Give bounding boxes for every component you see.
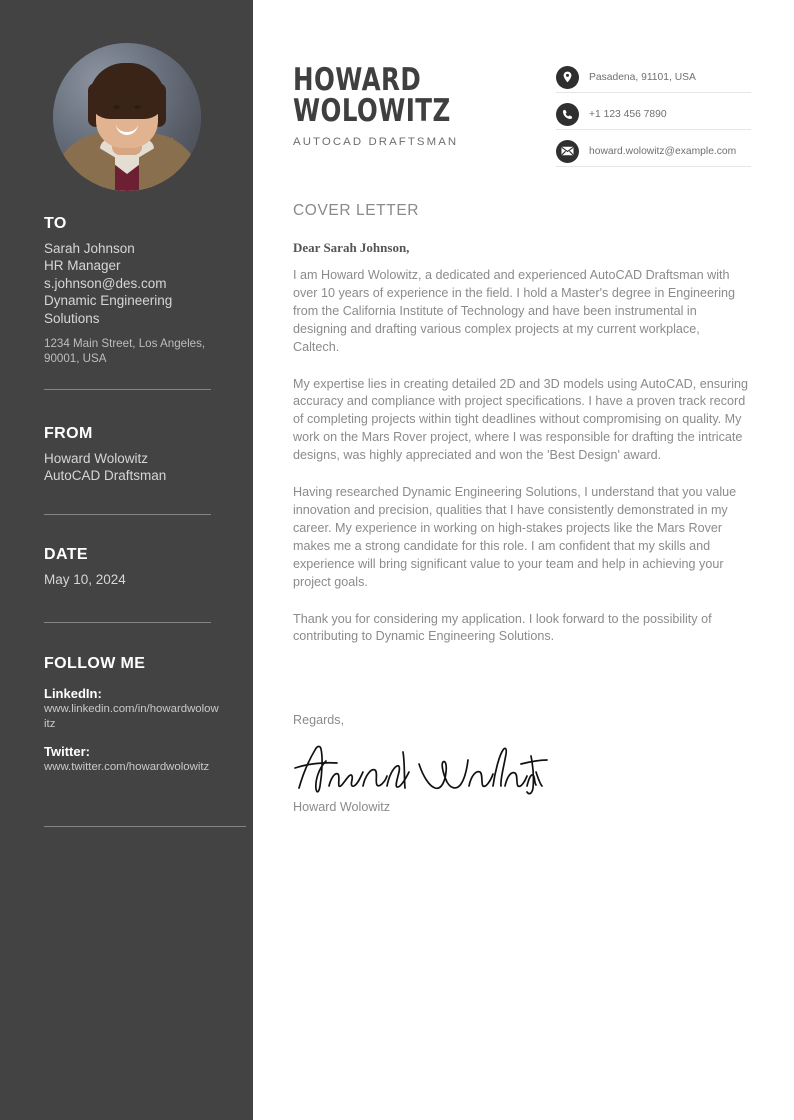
signature-block	[293, 712, 749, 814]
paragraph: My expertise lies in creating detailed 2D and 3D models using AutoCAD, ensuring accuracy and compliance with project specifications. I have a proven track record of completing projects within tight deadlines without compromising on quality. My work on the Mars Rover project, where I was responsible for drafting the intricate designs, was highly appreciated and won the 'Best Design' award.	[293, 376, 749, 463]
photo-eye-left	[113, 105, 120, 109]
letter-body	[293, 240, 749, 665]
from-heading: FROM	[44, 425, 93, 442]
envelope-icon	[556, 140, 579, 163]
to-line: Solutions	[44, 310, 100, 326]
paragraph: Having researched Dynamic Engineering Solutions, I understand that you value innovation and precision, qualities that I have consistently demonstrated in my career. My experience in working on high-stakes projects like the Mars Rover makes me a strong candidate for this role. I am confident that my skills and experience will bring significant value to your team and help in achieving your project goals.	[293, 485, 737, 589]
name-block	[293, 62, 472, 148]
linkedin-url[interactable]: www.linkedin.com/in/howardwolowitz	[44, 703, 219, 730]
divider	[44, 389, 211, 390]
photo-eye-right	[134, 105, 141, 109]
follow-section	[44, 655, 220, 775]
contact-email-text: howard.wolowitz@example.com	[589, 145, 737, 157]
to-section	[44, 215, 220, 366]
from-line: AutoCAD Draftsman	[44, 468, 167, 484]
salutation: Dear Sarah Johnson,	[293, 240, 410, 255]
paragraph: Thank you for considering my application. I look forward to the possibility of contributing to Dynamic Engineering Solutions.	[293, 611, 712, 644]
contact-phone-text: +1 123 456 7890	[589, 108, 667, 120]
social-item-linkedin[interactable]	[44, 686, 220, 731]
to-heading: TO	[44, 215, 67, 232]
social-item-twitter[interactable]	[44, 744, 220, 775]
profile-photo	[53, 43, 201, 191]
follow-heading: FOLLOW ME	[44, 655, 146, 672]
from-line: Howard Wolowitz	[44, 451, 149, 466]
linkedin-label: LinkedIn:	[44, 686, 102, 701]
to-line: Dynamic Engineering	[44, 293, 173, 309]
date-section	[44, 546, 220, 588]
divider	[44, 826, 246, 827]
date-value: May 10, 2024	[44, 572, 126, 587]
divider	[44, 514, 211, 515]
contact-location-text: Pasadena, 91101, USA	[589, 71, 696, 83]
signature-name: Howard Wolowitz	[293, 799, 391, 814]
contact-list	[556, 62, 751, 173]
letter-page	[253, 0, 794, 1120]
paragraph: I am Howard Wolowitz, a dedicated and experienced AutoCAD Draftsman with over 10 years of experience in the field. I hold a Master's degree in Engineering from the California Institute of Technology and have been instrumental in designing and drafting various complex projects at my current workplace, Caltech.	[293, 268, 736, 354]
to-line: Sarah Johnson	[44, 241, 135, 256]
to-address: 1234 Main Street, Los Angeles, 90001, USA	[44, 337, 206, 365]
to-line: s.johnson@des.com	[44, 275, 167, 291]
contact-row-phone	[556, 99, 751, 130]
section-title-cover-letter: COVER LETTER	[293, 202, 420, 219]
contact-row-email	[556, 136, 751, 167]
closing-text: Regards,	[293, 713, 345, 727]
divider	[44, 622, 211, 623]
date-heading: DATE	[44, 546, 88, 563]
contact-row-location	[556, 62, 751, 93]
job-title: AUTOCAD DRAFTSMAN	[293, 136, 459, 148]
sidebar	[0, 0, 253, 1120]
first-name: HOWARD	[293, 62, 422, 98]
location-pin-icon	[556, 66, 579, 89]
phone-icon	[556, 103, 579, 126]
last-name: WOLOWITZ	[293, 93, 451, 129]
to-line: HR Manager	[44, 258, 121, 274]
from-section	[44, 425, 220, 485]
twitter-label: Twitter:	[44, 744, 90, 760]
signature-image	[293, 742, 749, 798]
twitter-url[interactable]: www.twitter.com/howardwolowitz	[44, 761, 210, 774]
